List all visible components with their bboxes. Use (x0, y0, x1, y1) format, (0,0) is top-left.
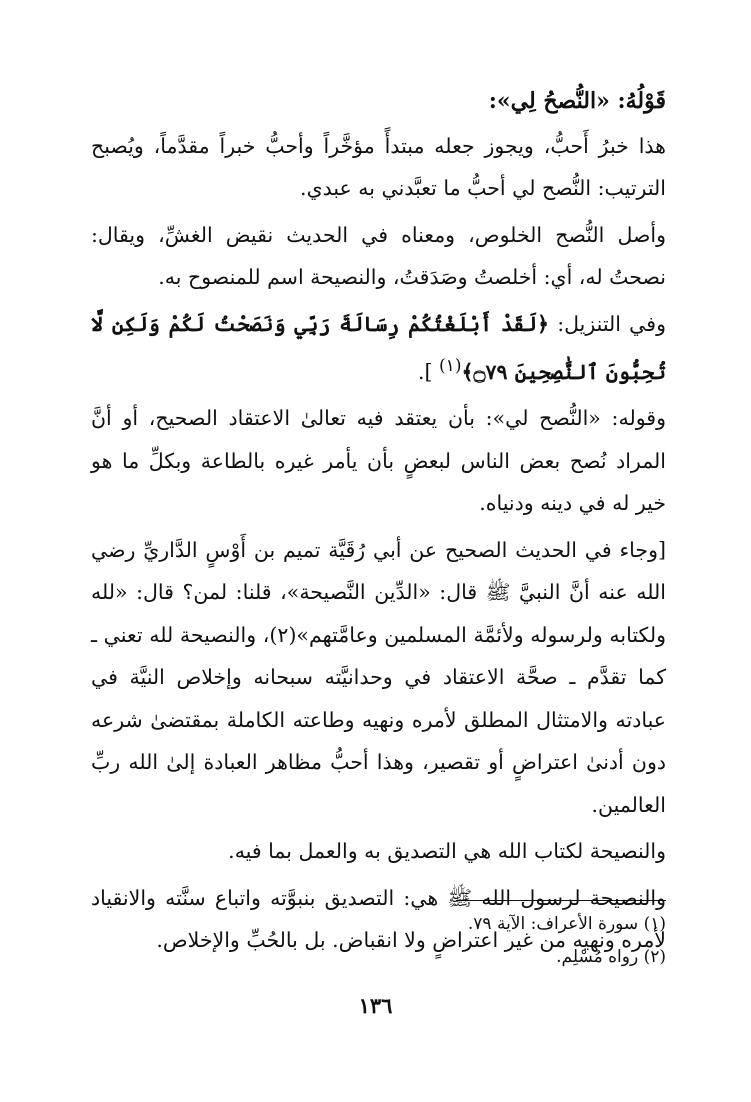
paragraph-4: [وجاء في الحديث الصحيح عن أبي رُقَيَّة تميم بن أَوْسٍ الدَّاريِّ رضي الله عنه أنَّ النبيَّ ﷺ قال: «الدِّين النَّصيحة»، قلنا: لمن؟ قال: «لله ولكتابه ولرسوله ولأئمَّة المسلمين وعامَّتهم»(٢)، والنصيحة لله تعني ـ كما تقدَّم ـ صحَّة الاعتقاد في وحدانيَّته سبحانه وإخلاص النيَّة في عبادته والامتثال المطلق لأمره ونهيه وطاعته الكاملة بمقتضىٰ شرعه دون أدنىٰ اعتراضٍ أو تقصير، وهذا أحبُّ مظاهر العبادة إلىٰ الله ربِّ العالمين. (91, 537, 667, 817)
tanzil-paragraph (91, 303, 666, 394)
paragraph-1: هذا خبرُ أَحبُّ، ويجوز جعله مبتدأً مؤخَّراً وأحبُّ خبراً مقدَّماً، ويُصبح الترتيب: النُّصح لي أحبُّ ما تعبَّدني به عبدي. (91, 133, 666, 200)
footnote-ref-1: (١) (438, 356, 462, 376)
paragraph-2: وأصل النُّصح الخلوص، ومعناه في الحديث نقيض الغشِّ، ويقال: نصحتُ له، أي: أخلصتُ وصَدَقتُ، والنصيحة اسم للمنصوح به. (91, 222, 666, 289)
footnote-1: (١) سورة الأعراف: الآية ٧٩. (467, 914, 666, 934)
footnote-divider (456, 900, 666, 901)
footnote-2: (٢) رواه مُسْلِم. (556, 947, 666, 967)
tanzil-intro: وفي التنزيل: (557, 311, 666, 336)
paragraph-5: والنصيحة لكتاب الله هي التصديق به والعمل بما فيه. (228, 839, 666, 864)
paragraph-6: والنصيحة لرسول الله ﷺ هي: التصديق بنبوَّته واتباع سنَّته والانقياد لأمره ونهيه من غير اعتراضٍ ولا انقباض. بل بالحُبِّ والإخلاص. (91, 885, 666, 953)
main-text (91, 80, 666, 966)
page-number: ١٣٦ (358, 993, 393, 1018)
paragraph-3: وقوله: «النُّصح لي»: بأن يعتقد فيه تعالىٰ الاعتقاد الصحيح، أو أنَّ المراد نُصح بعض الناس لبعضٍ بأن يأمر غيره بالطاعة وبكلِّ ما هو خير له في دينه ودنياه. (91, 406, 666, 516)
footnotes (91, 908, 666, 974)
section-heading: قَوْلُهُ: «النُّصحُ لِي»: (488, 88, 666, 114)
quran-verse: ﴿لَقَدْ أَبْلَغْتُكُمْ رِسَالَةَ رَبِّي وَنَصَحْتُ لَكُمْ وَلَكِن لَّا تُحِبُّونَ ٱلنَّٰصِحِينَ ۝٧٩﴾ (91, 311, 666, 384)
tanzil-close: ]. (417, 359, 433, 384)
